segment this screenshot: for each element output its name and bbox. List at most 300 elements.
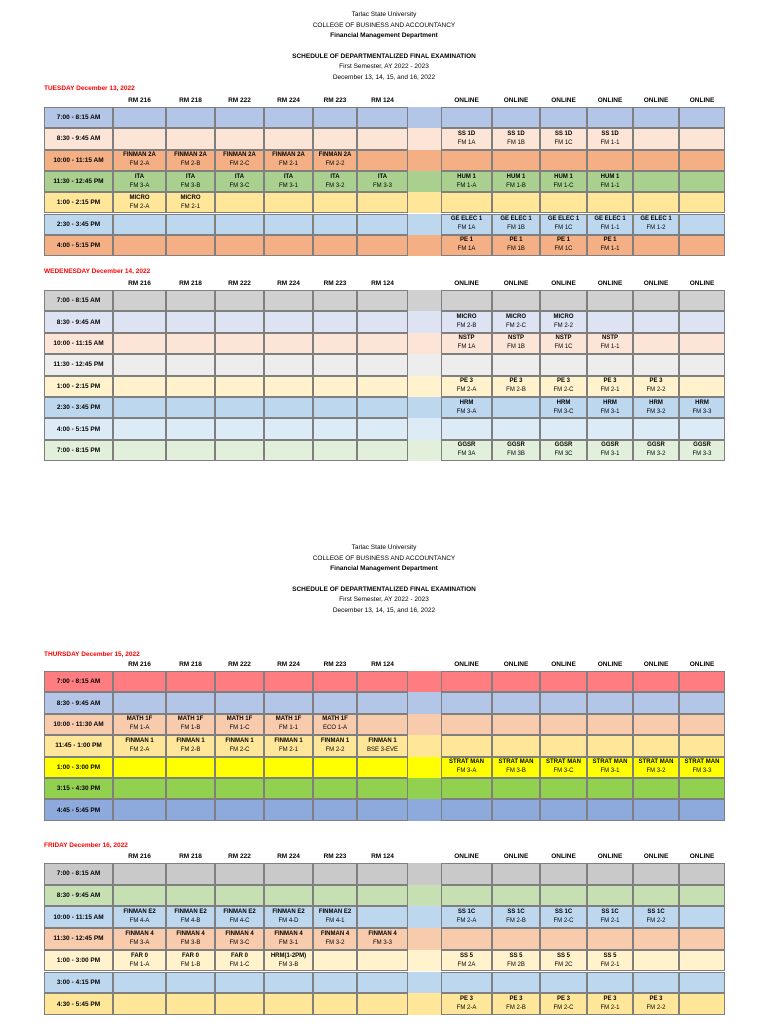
exam-dates: December 13, 14, 15, and 16, 2022	[332, 606, 436, 614]
exam-cell	[166, 150, 215, 171]
schedule-row	[0, 214, 768, 235]
column-header-rm-124: RM 124	[371, 853, 394, 860]
exam-cell	[540, 397, 587, 418]
time-slot: 10:00 - 11:15 AM	[44, 333, 113, 354]
schedule-row	[0, 333, 768, 354]
exam-cell	[357, 440, 408, 461]
subject-code: SS 1D	[507, 130, 525, 137]
subject-code: GE ELEC 1	[594, 216, 626, 223]
exam-cell	[166, 885, 215, 907]
column-header-rm-218: RM 218	[179, 661, 202, 668]
exam-cell	[264, 418, 313, 439]
column-header-rm-224: RM 224	[277, 280, 300, 287]
section-code: FM 4-1	[325, 918, 345, 925]
time-slot: 3:15 - 4:30 PM	[44, 778, 113, 799]
subject-code: FINMAN 1	[225, 737, 254, 744]
exam-cell	[357, 757, 408, 778]
column-spacer	[408, 150, 441, 171]
exam-cell	[540, 993, 587, 1015]
exam-cell	[540, 778, 587, 799]
exam-cell	[313, 150, 357, 171]
exam-cell	[113, 376, 166, 397]
exam-cell	[113, 972, 166, 994]
exam-cell	[540, 928, 587, 950]
exam-cell	[540, 107, 587, 128]
exam-cell	[264, 192, 313, 213]
column-header-online: ONLINE	[689, 280, 715, 287]
exam-cell	[587, 757, 633, 778]
time-slot: 8:30 - 9:45 AM	[44, 885, 113, 907]
subject-code: FINMAN E2	[123, 909, 156, 916]
exam-cell	[357, 150, 408, 171]
exam-cell	[540, 354, 587, 375]
schedule-grid-thursday	[0, 671, 768, 821]
section-code: FM 1-B	[180, 725, 201, 732]
exam-cell	[264, 354, 313, 375]
exam-cell	[492, 671, 540, 692]
exam-cell	[313, 397, 357, 418]
exam-cell	[492, 290, 540, 311]
schedule-row	[0, 692, 768, 713]
exam-cell	[441, 757, 492, 778]
exam-cell	[679, 714, 725, 735]
column-header-rm-223: RM 223	[323, 280, 347, 287]
section-code: FM 2-A	[456, 387, 477, 394]
exam-cell	[587, 735, 633, 756]
exam-cell	[113, 440, 166, 461]
exam-cell	[113, 993, 166, 1015]
exam-cell	[492, 972, 540, 994]
section-code: FM 3-2	[325, 182, 345, 189]
section-code: FM 3-1	[278, 182, 298, 189]
exam-cell	[166, 863, 215, 885]
exam-cell	[633, 214, 679, 235]
subject-code: ITA	[234, 173, 245, 180]
exam-cell	[441, 440, 492, 461]
university-name: Tarlac State University	[351, 11, 417, 18]
exam-cell	[313, 885, 357, 907]
subject-code: FINMAN E2	[318, 909, 352, 916]
section-code: FM 2-B	[180, 161, 201, 168]
exam-cell	[357, 993, 408, 1015]
exam-cell	[633, 993, 679, 1015]
exam-cell	[113, 397, 166, 418]
time-slot: 7:00 - 8:15 AM	[44, 863, 113, 885]
exam-cell	[441, 735, 492, 756]
exam-cell	[587, 235, 633, 256]
exam-cell	[264, 376, 313, 397]
time-slot: 4:30 - 5:45 PM	[44, 993, 113, 1015]
column-header-rm-224: RM 224	[277, 97, 300, 104]
subject-code: PE 1	[603, 237, 617, 244]
exam-cell	[113, 735, 166, 756]
time-slot: 1:00 - 3:00 PM	[44, 757, 113, 778]
exam-cell	[113, 714, 166, 735]
department-name: Financial Management Department	[330, 32, 438, 39]
exam-cell	[633, 418, 679, 439]
column-spacer	[408, 993, 441, 1015]
exam-cell	[441, 692, 492, 713]
section-code: FM 3C	[554, 451, 573, 458]
exam-cell	[313, 354, 357, 375]
column-header-rm-224: RM 224	[277, 661, 300, 668]
exam-cell	[633, 107, 679, 128]
exam-cell	[679, 376, 725, 397]
exam-cell	[679, 972, 725, 994]
exam-cell	[587, 376, 633, 397]
exam-cell	[679, 354, 725, 375]
column-header-online: ONLINE	[643, 280, 669, 287]
exam-cell	[587, 972, 633, 994]
section-code: FM 2-A	[456, 1005, 477, 1012]
exam-cell	[540, 150, 587, 171]
exam-cell	[587, 671, 633, 692]
schedule-row	[0, 778, 768, 799]
exam-cell	[633, 863, 679, 885]
section-code: FM 4-C	[229, 918, 250, 925]
section-code: FM 3-A	[129, 182, 150, 189]
exam-cell	[492, 906, 540, 928]
exam-cell	[540, 799, 587, 820]
exam-cell	[441, 214, 492, 235]
column-spacer	[408, 778, 441, 799]
exam-cell	[313, 107, 357, 128]
exam-cell	[587, 928, 633, 950]
exam-cell	[633, 885, 679, 907]
schedule-row	[0, 714, 768, 735]
column-spacer	[408, 863, 441, 885]
exam-cell	[441, 376, 492, 397]
section-code: FM 3-1	[600, 451, 620, 458]
subject-code: GGSR	[554, 442, 573, 449]
column-spacer	[408, 906, 441, 928]
exam-cell	[441, 671, 492, 692]
time-slot: 10:00 - 11:30 AM	[44, 714, 113, 735]
column-header-online: ONLINE	[597, 97, 623, 104]
exam-cell	[166, 192, 215, 213]
time-slot: 8:30 - 9:45 AM	[44, 311, 113, 332]
subject-code: ITA	[185, 173, 196, 180]
exam-cell	[166, 354, 215, 375]
exam-cell	[492, 928, 540, 950]
section-code: FM 2-1	[278, 746, 298, 753]
exam-cell	[441, 972, 492, 994]
section-code: FM 3-3	[372, 182, 392, 189]
exam-cell	[215, 376, 264, 397]
exam-cell	[587, 333, 633, 354]
subject-code: HUM 1	[506, 173, 526, 180]
section-code: FM 2C	[554, 961, 573, 968]
time-slot: 4:00 - 5:15 PM	[44, 235, 113, 256]
exam-cell	[313, 214, 357, 235]
section-code: FM 1C	[554, 225, 573, 232]
exam-cell	[540, 692, 587, 713]
day-label-tuesday: TUESDAY December 13, 2022	[44, 85, 135, 92]
section-code: FM 1C	[554, 246, 573, 253]
exam-cell	[492, 950, 540, 972]
subject-code: FINMAN E2	[174, 909, 207, 916]
column-header-rm-124: RM 124	[371, 97, 394, 104]
column-header-online: ONLINE	[597, 280, 623, 287]
column-spacer	[408, 214, 441, 235]
exam-cell	[540, 214, 587, 235]
column-header-rm-223: RM 223	[323, 661, 347, 668]
subject-code: SS 5	[459, 952, 473, 959]
exam-cell	[215, 778, 264, 799]
exam-cell	[540, 671, 587, 692]
exam-cell	[587, 150, 633, 171]
schedule-title: SCHEDULE OF DEPARTMENTALIZED FINAL EXAMINATION	[292, 52, 476, 60]
exam-cell	[492, 128, 540, 149]
section-code: FM 1-1	[600, 246, 620, 253]
subject-code: STRAT MAN	[546, 759, 581, 766]
subject-code: HRM	[603, 399, 617, 406]
column-spacer	[408, 735, 441, 756]
department-name: Financial Management Department	[330, 565, 438, 572]
exam-cell	[492, 333, 540, 354]
section-code: FM 3-1	[278, 939, 298, 946]
exam-cell	[113, 418, 166, 439]
exam-cell	[357, 671, 408, 692]
exam-cell	[441, 885, 492, 907]
exam-cell	[113, 928, 166, 950]
exam-cell	[357, 863, 408, 885]
exam-cell	[313, 972, 357, 994]
page1-header	[0, 10, 768, 83]
exam-cell	[492, 354, 540, 375]
section-code: FM 3A	[457, 451, 476, 458]
exam-cell	[264, 972, 313, 994]
exam-cell	[540, 192, 587, 213]
exam-cell	[633, 150, 679, 171]
section-code: FM 1-C	[553, 182, 574, 189]
column-spacer	[408, 714, 441, 735]
section-code: FM 1B	[507, 139, 525, 146]
subject-code: PE 1	[459, 237, 473, 244]
exam-cell	[357, 692, 408, 713]
subject-code: GGSR	[647, 442, 665, 449]
subject-code: HRM	[649, 399, 663, 406]
exam-cell	[215, 735, 264, 756]
exam-cell	[587, 107, 633, 128]
exam-cell	[215, 128, 264, 149]
exam-cell	[313, 735, 357, 756]
subject-code: MATH 1F	[126, 716, 153, 723]
section-code: FM 4-D	[278, 918, 299, 925]
column-spacer	[408, 128, 441, 149]
time-slot: 10:00 - 11:15 AM	[44, 906, 113, 928]
section-code: FM 3-C	[553, 768, 574, 775]
subject-code: STRAT MAN	[498, 759, 534, 766]
exam-cell	[587, 354, 633, 375]
exam-cell	[166, 290, 215, 311]
exam-cell	[540, 863, 587, 885]
exam-cell	[540, 376, 587, 397]
college-name: COLLEGE OF BUSINESS AND ACCOUNTANCY	[312, 21, 456, 29]
exam-cell	[633, 928, 679, 950]
section-code: FM 3-B	[180, 939, 201, 946]
exam-cell	[587, 778, 633, 799]
time-slot: 11:30 - 12:45 PM	[44, 928, 113, 950]
exam-cell	[215, 757, 264, 778]
column-header-online: ONLINE	[597, 661, 623, 668]
column-header-online: ONLINE	[503, 853, 529, 860]
exam-cell	[264, 150, 313, 171]
exam-cell	[540, 311, 587, 332]
subject-code: NSTP	[507, 335, 524, 342]
schedule-row	[0, 290, 768, 311]
exam-cell	[633, 397, 679, 418]
exam-cell	[540, 972, 587, 994]
section-code: FM 1-1	[600, 344, 620, 351]
exam-cell	[679, 107, 725, 128]
column-spacer	[408, 885, 441, 907]
section-code: FM 1-B	[180, 961, 201, 968]
exam-cell	[679, 192, 725, 213]
exam-cell	[441, 150, 492, 171]
exam-cell	[679, 928, 725, 950]
column-header-online: ONLINE	[454, 97, 479, 104]
exam-cell	[441, 171, 492, 192]
exam-cell	[633, 692, 679, 713]
exam-cell	[633, 192, 679, 213]
exam-cell	[166, 418, 215, 439]
exam-cell	[492, 107, 540, 128]
subject-code: PE 3	[459, 996, 473, 1003]
exam-cell	[633, 799, 679, 820]
subject-code: HUM 1	[554, 173, 573, 180]
exam-cell	[357, 107, 408, 128]
exam-cell	[113, 863, 166, 885]
section-code: FM 2-C	[229, 161, 250, 168]
section-code: FM 3-3	[692, 451, 712, 458]
time-slot: 2:30 - 3:45 PM	[44, 214, 113, 235]
exam-cell	[587, 128, 633, 149]
subject-code: FINMAN 2A	[123, 152, 156, 159]
exam-cell	[587, 397, 633, 418]
exam-cell	[264, 214, 313, 235]
exam-cell	[215, 950, 264, 972]
exam-cell	[264, 692, 313, 713]
exam-cell	[492, 993, 540, 1015]
exam-cell	[215, 192, 264, 213]
section-code: FM 2-A	[129, 161, 150, 168]
semester-label: First Semester, AY 2022 - 2023	[339, 63, 429, 70]
exam-cell	[166, 950, 215, 972]
exam-cell	[166, 671, 215, 692]
exam-cell	[166, 714, 215, 735]
exam-cell	[113, 671, 166, 692]
section-code: FM 3-B	[506, 768, 526, 775]
exam-cell	[313, 333, 357, 354]
column-spacer	[408, 440, 441, 461]
exam-cell	[313, 778, 357, 799]
subject-code: FINMAN 4	[368, 930, 397, 937]
exam-cell	[113, 150, 166, 171]
subject-code: SS 5	[603, 952, 617, 959]
exam-cell	[587, 714, 633, 735]
subject-code: PE 3	[459, 378, 473, 385]
exam-cell	[540, 714, 587, 735]
exam-cell	[587, 214, 633, 235]
exam-cell	[357, 950, 408, 972]
subject-code: PE 3	[649, 996, 663, 1003]
exam-cell	[215, 799, 264, 820]
exam-cell	[492, 235, 540, 256]
subject-code: STRAT MAN	[684, 759, 720, 766]
exam-cell	[587, 799, 633, 820]
section-code: FM 1B	[507, 246, 525, 253]
exam-cell	[166, 906, 215, 928]
section-code: FM 2-2	[646, 918, 666, 925]
exam-cell	[166, 333, 215, 354]
exam-cell	[313, 192, 357, 213]
exam-cell	[264, 757, 313, 778]
section-code: FM 3-3	[692, 408, 712, 415]
exam-cell	[679, 235, 725, 256]
exam-cell	[264, 128, 313, 149]
exam-cell	[492, 778, 540, 799]
subject-code: PE 3	[509, 996, 523, 1003]
exam-cell	[492, 418, 540, 439]
exam-cell	[633, 235, 679, 256]
exam-cell	[540, 950, 587, 972]
subject-code: HRM(1-2PM)	[270, 952, 307, 959]
subject-code: PE 3	[603, 996, 617, 1003]
time-slot: 4:00 - 5:15 PM	[44, 418, 113, 439]
section-code: FM 1-1	[600, 182, 620, 189]
exam-cell	[113, 692, 166, 713]
time-slot: 4:45 - 5:45 PM	[44, 799, 113, 820]
section-code: FM 2-1	[600, 387, 620, 394]
schedule-row	[0, 376, 768, 397]
section-code: ECO 1-A	[322, 725, 347, 732]
subject-code: PE 3	[556, 378, 570, 385]
exam-cell	[633, 171, 679, 192]
schedule-row	[0, 735, 768, 756]
exam-cell	[540, 171, 587, 192]
subject-code: SS 1D	[457, 130, 476, 137]
exam-cell	[215, 214, 264, 235]
exam-cell	[215, 354, 264, 375]
exam-cell	[679, 692, 725, 713]
exam-cell	[357, 235, 408, 256]
time-slot: 7:00 - 8:15 PM	[44, 440, 113, 461]
subject-code: FINMAN 2A	[318, 152, 352, 159]
subject-code: GE ELEC 1	[547, 216, 580, 223]
exam-cell	[679, 311, 725, 332]
column-header-online: ONLINE	[689, 661, 715, 668]
subject-code: GGSR	[457, 442, 476, 449]
time-slot: 3:00 - 4:15 PM	[44, 972, 113, 994]
section-code: FM 4-A	[129, 918, 150, 925]
exam-cell	[492, 171, 540, 192]
exam-cell	[441, 333, 492, 354]
time-slot: 11:45 - 1:00 PM	[44, 735, 113, 756]
exam-cell	[313, 714, 357, 735]
subject-code: MATH 1F	[275, 716, 302, 723]
column-header-online: ONLINE	[503, 280, 529, 287]
exam-cell	[113, 128, 166, 149]
section-code: FM 1-A	[456, 182, 477, 189]
exam-cell	[313, 906, 357, 928]
exam-cell	[357, 354, 408, 375]
schedule-row	[0, 671, 768, 692]
subject-code: STRAT MAN	[592, 759, 628, 766]
subject-code: MICRO	[506, 314, 526, 321]
time-slot: 1:00 - 2:15 PM	[44, 192, 113, 213]
exam-cell	[441, 311, 492, 332]
